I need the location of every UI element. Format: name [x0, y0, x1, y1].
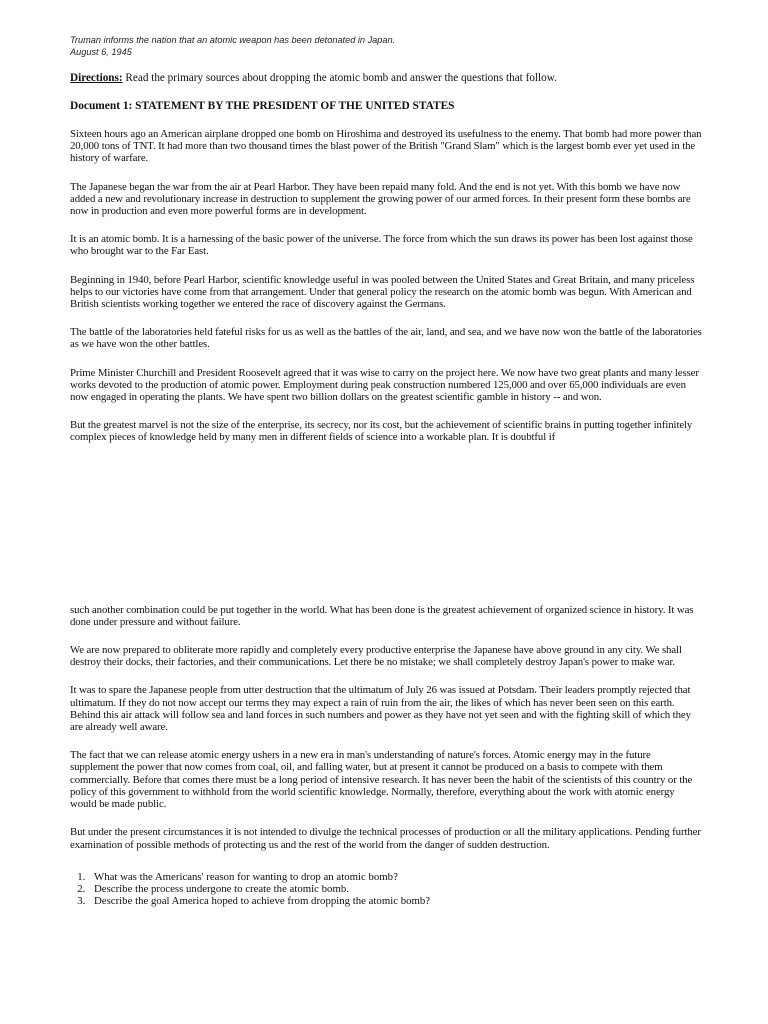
image-caption: [70, 34, 702, 58]
question-list: [70, 871, 702, 908]
page-break-gap: [70, 444, 702, 604]
paragraph-9: We are now prepared to obliterate more rapidly and completely every productive enterprise the Japanese have above ground in any city. We shall destroy their docks, their factories, and their communications. Let there be no mistake; we shall completely destroy Japan's power to make war.: [70, 644, 682, 669]
paragraph-7: But the greatest marvel is not the size of the enterprise, its secrecy, nor its cost, but the achievement of scientific brains in putting together infinitely complex pieces of knowledge held by many men in different fields of science into a workable plan. It is doubtful if: [70, 419, 693, 444]
paragraph-4: Beginning in 1940, before Pearl Harbor, scientific knowledge useful in was pooled between the United States and Great Britain, and many priceless helps to our victories have come from that arrangement. Under that general policy the research on the atomic bomb was begun. With American and British scientists working together we entered the race of discovery against the Germans.: [70, 273, 695, 311]
directions: [70, 72, 702, 85]
directions-label: Directions:: [70, 72, 123, 84]
document-title: Document 1: STATEMENT BY THE PRESIDENT OF THE UNITED STATES: [70, 100, 455, 112]
caption-line-1: Truman informs the nation that an atomic weapon has been detonated in Japan.: [70, 35, 396, 45]
paragraph-8: such another combination could be put together in the world. What has been done is the greatest achievement of organized science in history. It was done under pressure and without failure.: [70, 603, 694, 628]
paragraph-6: Prime Minister Churchill and President Roosevelt agreed that it was wise to carry on the project here. We now have two great plants and many lesser works devoted to the production of atomic power. Employment during peak construction numbered 125,000 and over 65,000 individuals are even now engaged in operating the plants. We have spent two billion dollars on the greatest scientific gamble in history -- and won.: [70, 366, 699, 404]
paragraph-11: The fact that we can release atomic energy ushers in a new era in man's understanding of nature's forces. Atomic energy may in the future supplement the power that now comes from coal, oil, and falling water, but at present it cannot be produced on a basis to compete with them commercially. Before that comes there must be a long period of intensive research. It has never been the habit of the scientists of this country or the policy of this government to withhold from the world scientific knowledge. Normally, therefore, everything about the work with atomic energy would be made public.: [70, 749, 693, 811]
directions-text: Read the primary sources about dropping the atomic bomb and answer the questions that follow.: [122, 72, 557, 84]
paragraph-12: But under the present circumstances it is not intended to divulge the technical processes of production or all the military applications. Pending further examination of possible methods of protecting us and the rest of the world from the danger of sudden destruction.: [70, 826, 701, 851]
caption-date: August 6, 1945: [70, 47, 132, 57]
question-item: 1. What was the Americans' reason for wanting to drop an atomic bomb?: [88, 871, 702, 883]
paragraph-1: Sixteen hours ago an American airplane dropped one bomb on Hiroshima and destroyed its usefulness to the enemy. That bomb had more power than 20,000 tons of TNT. It had more than two thousand times the blast power of the British "Grand Slam" which is the largest bomb ever yet used in the history of warfare.: [70, 128, 702, 165]
paragraph-3: It is an atomic bomb. It is a harnessing of the basic power of the universe. The force from which the sun draws its power has been lost against those who brought war to the Far East.: [70, 233, 693, 258]
question-item: 2. Describe the process undergone to create the atomic bomb.: [88, 883, 702, 895]
paragraph-10: It was to spare the Japanese people from utter destruction that the ultimatum of July 26 was issued at Potsdam. Their leaders promptly rejected that ultimatum. If they do not now accept our terms they may expect a rain of ruin from the air, the likes of which has never been seen on this earth. Behind this air attack will follow sea and land forces in such numbers and power as they have not yet seen and with the fighting skill of which they are already well aware.: [70, 684, 691, 734]
question-item: 3. Describe the goal America hoped to achieve from dropping the atomic bomb?: [88, 895, 702, 907]
paragraph-5: The battle of the laboratories held fateful risks for us as well as the battles of the air, land, and sea, and we have now won the battle of the laboratories as we have won the other battles.: [70, 326, 702, 351]
document-page: [70, 34, 702, 907]
paragraph-2: The Japanese began the war from the air at Pearl Harbor. They have been repaid many fold. And the end is not yet. With this bomb we have now added a new and revolutionary increase in destruction to supplement the growing power of our armed forces. In their present form these bombs are now in production and even more powerful forms are in development.: [70, 180, 691, 218]
